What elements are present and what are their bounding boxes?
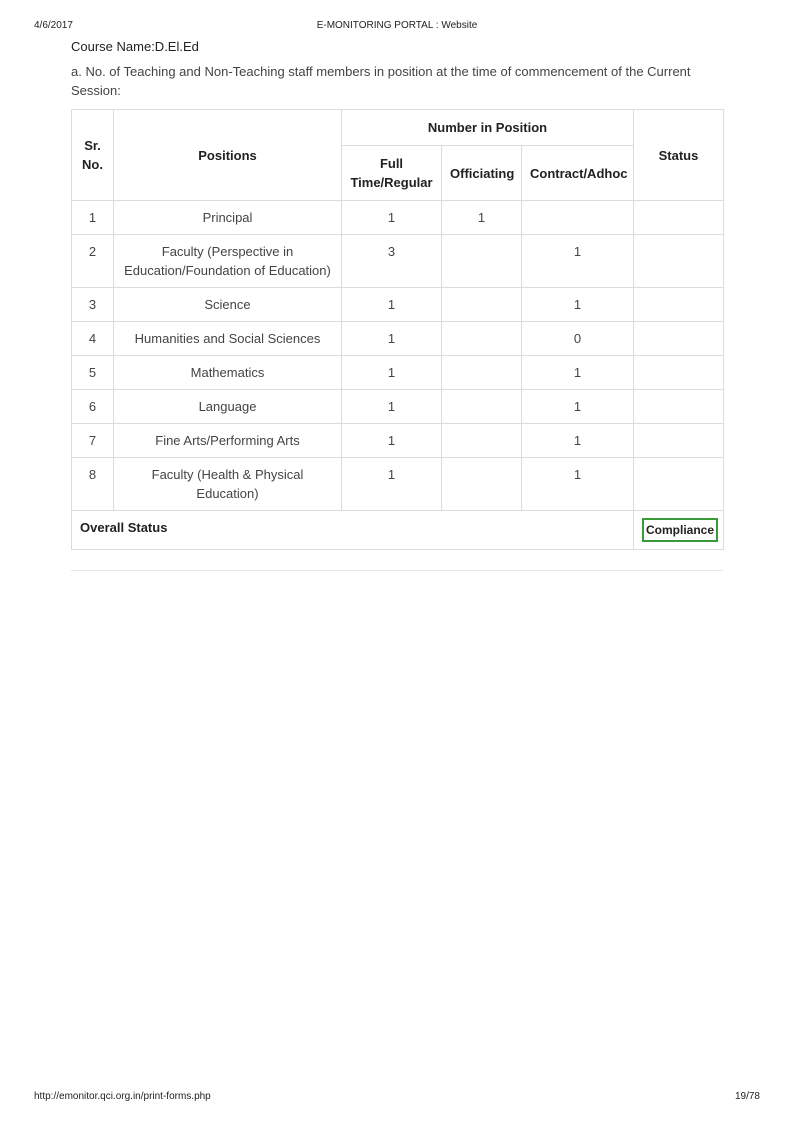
header-number-in-position: Number in Position xyxy=(342,110,634,146)
cell-position: Faculty (Health & Physical Education) xyxy=(114,458,342,511)
staff-table-body xyxy=(72,201,724,550)
cell-full-time: 1 xyxy=(342,288,442,322)
overall-status-cell xyxy=(634,511,724,550)
cell-full-time: 1 xyxy=(342,390,442,424)
cell-full-time: 1 xyxy=(342,424,442,458)
cell-status xyxy=(634,356,724,390)
overall-status-label: Overall Status xyxy=(72,511,634,550)
course-name: Course Name:D.El.Ed xyxy=(71,39,199,54)
cell-contract: 1 xyxy=(522,235,634,288)
cell-position: Mathematics xyxy=(114,356,342,390)
cell-position: Language xyxy=(114,390,342,424)
table-row xyxy=(72,322,724,356)
cell-contract: 1 xyxy=(522,288,634,322)
cell-position: Principal xyxy=(114,201,342,235)
table-row xyxy=(72,390,724,424)
cell-full-time: 1 xyxy=(342,356,442,390)
section-intro: a. No. of Teaching and Non-Teaching staff members in position at the time of commencement of the Current Session: xyxy=(71,64,691,98)
table-row xyxy=(72,458,724,511)
cell-status xyxy=(634,288,724,322)
cell-full-time: 1 xyxy=(342,458,442,511)
table-row xyxy=(72,424,724,458)
cell-sr: 3 xyxy=(72,288,114,322)
cell-sr: 7 xyxy=(72,424,114,458)
table-row xyxy=(72,356,724,390)
cell-officiating xyxy=(442,424,522,458)
cell-contract: 1 xyxy=(522,390,634,424)
table-row xyxy=(72,201,724,235)
cell-status xyxy=(634,322,724,356)
cell-status xyxy=(634,458,724,511)
cell-sr: 6 xyxy=(72,390,114,424)
cell-contract: 0 xyxy=(522,322,634,356)
page-content xyxy=(71,38,723,571)
print-url: http://emonitor.qci.org.in/print-forms.php xyxy=(34,1091,211,1102)
overall-status-row xyxy=(72,511,724,550)
cell-sr: 5 xyxy=(72,356,114,390)
cell-officiating xyxy=(442,458,522,511)
header-contract: Contract/Adhoc xyxy=(522,146,634,201)
cell-contract: 1 xyxy=(522,356,634,390)
print-title: E-MONITORING PORTAL : Website xyxy=(316,20,478,31)
section-divider xyxy=(71,570,723,571)
cell-sr: 4 xyxy=(72,322,114,356)
header-officiating: Officiating xyxy=(442,146,522,201)
table-row xyxy=(72,235,724,288)
cell-sr: 2 xyxy=(72,235,114,288)
cell-full-time: 3 xyxy=(342,235,442,288)
cell-position: Humanities and Social Sciences xyxy=(114,322,342,356)
header-positions: Positions xyxy=(114,110,342,201)
cell-officiating xyxy=(442,322,522,356)
cell-status xyxy=(634,201,724,235)
cell-status xyxy=(634,390,724,424)
cell-position: Fine Arts/Performing Arts xyxy=(114,424,342,458)
cell-officiating xyxy=(442,235,522,288)
cell-officiating: 1 xyxy=(442,201,522,235)
cell-status xyxy=(634,235,724,288)
cell-position: Science xyxy=(114,288,342,322)
print-date: 4/6/2017 xyxy=(34,20,73,31)
cell-contract: 1 xyxy=(522,458,634,511)
cell-contract xyxy=(522,201,634,235)
cell-sr: 8 xyxy=(72,458,114,511)
cell-status xyxy=(634,424,724,458)
cell-officiating xyxy=(442,356,522,390)
cell-position: Faculty (Perspective in Education/Foundation of Education) xyxy=(114,235,342,288)
print-footer xyxy=(34,1091,760,1105)
compliance-badge: Compliance xyxy=(642,518,718,542)
cell-full-time: 1 xyxy=(342,201,442,235)
page-number: 19/78 xyxy=(734,1091,760,1102)
cell-sr: 1 xyxy=(72,201,114,235)
header-full-time: Full Time/Regular xyxy=(342,146,442,201)
cell-full-time: 1 xyxy=(342,322,442,356)
header-sr-no: Sr. No. xyxy=(72,110,114,201)
table-row xyxy=(72,288,724,322)
print-header xyxy=(34,20,760,34)
header-status: Status xyxy=(634,110,724,201)
staff-table xyxy=(71,109,724,550)
cell-officiating xyxy=(442,288,522,322)
cell-officiating xyxy=(442,390,522,424)
cell-contract: 1 xyxy=(522,424,634,458)
